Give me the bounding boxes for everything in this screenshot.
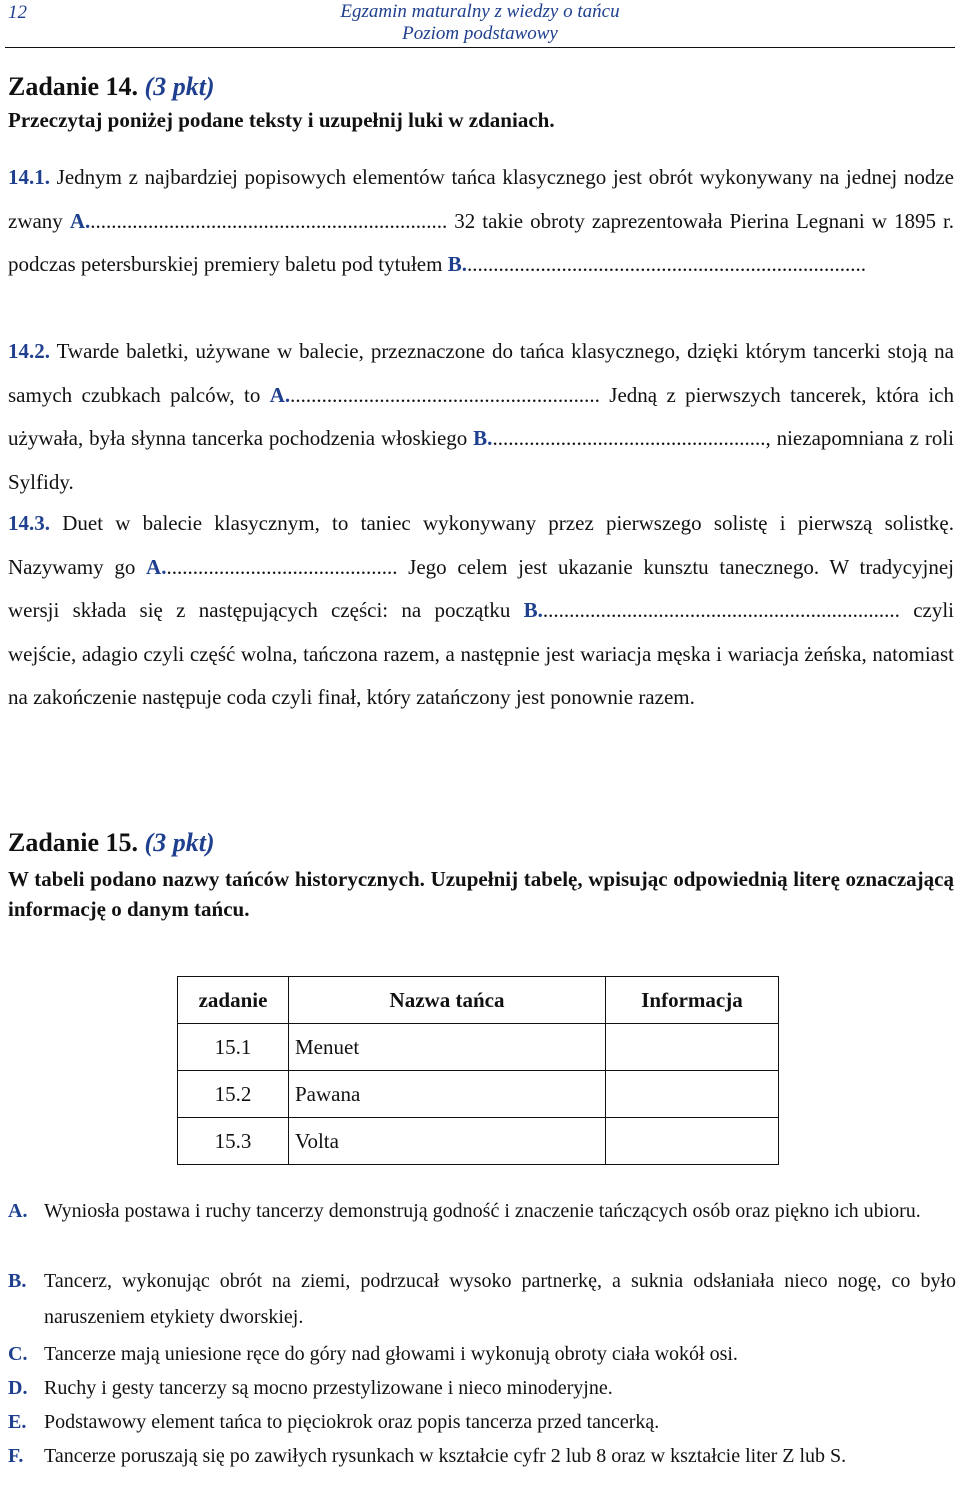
answer-option-f [8, 1438, 956, 1474]
task15-heading [8, 828, 215, 858]
answer-letter: D. [8, 1377, 28, 1399]
table-header-cell: Nazwa tańca [289, 977, 606, 1024]
answer-text: Tancerze mają uniesione ręce do góry nad głowami i wykonują obroty ciała wokół osi. [44, 1343, 738, 1365]
table-cell-task: 15.1 [178, 1024, 289, 1071]
answer-option-a [8, 1193, 956, 1229]
answer-letter: B. [8, 1270, 27, 1292]
header-rule [5, 47, 955, 48]
task14-1-text-a: Jednym z najbardziej popisowych elementów tańca klasycznego jest obrót wykonywany na jednej nodze zwany [8, 165, 954, 233]
exam-title: Egzamin maturalny z wiedzy o tańcu [340, 1, 620, 22]
table-cell-task: 15.2 [178, 1071, 289, 1118]
answer-text: Tancerze poruszają się po zawiłych rysunkach w kształcie cyfr 2 lub 8 oraz w kształcie liter Z lub S. [44, 1445, 847, 1467]
answer-option-d [8, 1370, 956, 1406]
table-row [178, 1024, 779, 1071]
table-cell-dance: Pawana [289, 1071, 606, 1118]
table-cell-answer[interactable] [606, 1024, 779, 1071]
task14-3-text-c: czyli wejście, adagio czyli część wolna, tańczona razem, a następnie jest wariacja męska i wariacja żeńska, natomiast na zakończenie następuje coda czyli finał, który zatańczony jest ponownie razem. [8, 598, 955, 709]
answer-letter: A. [8, 1200, 28, 1222]
table-cell-answer[interactable] [606, 1071, 779, 1118]
table-cell-task: 15.3 [178, 1118, 289, 1165]
answer-text: Podstawowy element tańca to pięciokrok oraz popis tancerza przed tancerką. [44, 1411, 660, 1433]
answer-letter: E. [8, 1411, 27, 1433]
table-row [178, 1071, 779, 1118]
table-header-cell: Informacja [606, 977, 779, 1024]
dances-table [177, 976, 779, 1165]
task14-2-text-a: Twarde baletki, używane w balecie, przeznaczone do tańca klasycznego, dzięki którym tancerki stoją na samych czubkach palców, to [8, 339, 954, 407]
answer-text: Wyniosła postawa i ruchy tancerzy demonstrują godność i znaczenie tańczących osób oraz piękno ich ubioru. [44, 1200, 921, 1222]
task14-2-blank-a[interactable]: .......................................................... [290, 382, 595, 407]
task14-title: Zadanie 14. [8, 72, 139, 101]
task14-1-blank-b[interactable]: ........................................................................... [466, 252, 861, 276]
table-cell-dance: Menuet [289, 1024, 606, 1071]
table-cell-dance: Volta [289, 1118, 606, 1165]
table-cell-answer[interactable] [606, 1118, 779, 1165]
task14-3-blank-b[interactable]: .................................................................... [542, 598, 900, 622]
table-header-cell: zadanie [178, 977, 289, 1024]
task14-2-label-b: B. [473, 426, 493, 450]
task14-points: (3 pkt) [144, 72, 215, 101]
answer-option-e [8, 1404, 956, 1440]
task14-2-label-a: A. [269, 382, 291, 407]
task15-title: Zadanie 15. [8, 828, 139, 857]
task14-2-number: 14.2. [8, 339, 50, 363]
task14-heading [8, 72, 215, 102]
task14-1-paragraph: 14.1. Jednym z najbardziej popisowych elementów tańca klasycznego jest obrót wykonywany na jednej nodze zwany A..................................................................... 32 takie obroty zaprezentowała Pierina Legnani w 1895 r. podczas petersburskiej premiery baletu pod tytułem B............................................................................. [8, 165, 955, 276]
task14-3-text-b: Jego celem jest ukazanie kunsztu tanecznego. W tradycyjnej wersji składa się z następujących części: na początku [8, 554, 954, 622]
answer-text: Tancerz, wykonując obrót na ziemi, podrzucał wysoko partnerkę, a suknia odsłaniała nieco nogę, co było naruszeniem etykiety dworskiej. [44, 1270, 956, 1328]
page-number: 12 [8, 2, 27, 23]
task14-1-blank-a[interactable]: ................................................................... [90, 208, 442, 233]
task14-3-label-a: A. [146, 554, 167, 579]
task15-instruction: W tabeli podano nazwy tańców historycznych. Uzupełnij tabelę, wpisując odpowiednią literę oznaczającą informację o danym tańcu. [8, 867, 954, 921]
task14-1-number: 14.1. [8, 165, 50, 189]
answer-letter: F. [8, 1445, 24, 1467]
table-header-row [178, 977, 779, 1024]
answer-option-c [8, 1336, 956, 1372]
task14-3-paragraph: 14.3. Duet w balecie klasycznym, to taniec wykonywany przez pierwszego solistę i pierwszą solistkę. Nazywamy go A............................................. Jego celem jest ukazanie kunsztu tanecznego. W tradycyjnej wersji składa się z następujących części: na początku B..................................................................... czyli wejście, adagio czyli część wolna, tańczona razem, a następnie jest wariacja męska i wariacja żeńska, natomiast na zakończenie następuje coda czyli finał, który zatańczony jest ponownie razem. [8, 511, 955, 709]
task14-1-text-b: 32 takie obroty zaprezentowała Pierina Legnani w 1895 r. podczas petersburskiej premiery baletu pod tytułem [8, 208, 955, 276]
answer-letter: C. [8, 1343, 28, 1365]
task14-1-label-a: A. [69, 208, 91, 233]
answer-text: Ruchy i gesty tancerzy są mocno przestylizowane i nieco minoderyjne. [44, 1377, 613, 1399]
task15-points: (3 pkt) [144, 828, 215, 857]
task14-1-label-b: B. [447, 252, 467, 276]
task14-instruction: Przeczytaj poniżej podane teksty i uzupełnij luki w zdaniach. [8, 108, 555, 132]
answer-option-b [8, 1263, 956, 1335]
exam-level: Poziom podstawowy [402, 23, 558, 44]
task14-3-text-a: Duet w balecie klasycznym, to taniec wykonywany przez pierwszego solistę i pierwszą solistkę. Nazywamy go [8, 511, 955, 579]
task14-2-text-b: Jedną z pierwszych tancerek, która ich używała, była słynna tancerka pochodzenia włoskiego [8, 382, 954, 450]
task14-2-blank-b[interactable]: ...................................................., niezapomniana z roli Sylfidy. [8, 426, 954, 494]
task14-3-label-b: B. [523, 598, 543, 622]
task14-3-number: 14.3. [8, 511, 50, 535]
task14-2-paragraph: 14.2. Twarde baletki, używane w balecie, przeznaczone do tańca klasycznego, dzięki którym tancerki stoją na samych czubkach palców, to A............................................................ Jedną z pierwszych tancerek, która ich używała, była słynna tancerka pochodzenia włoskiego B....................................................., niezapomniana z roli Sylfidy. [8, 339, 954, 494]
task14-3-blank-a[interactable]: ........................................... [166, 554, 393, 579]
table-row [178, 1118, 779, 1165]
